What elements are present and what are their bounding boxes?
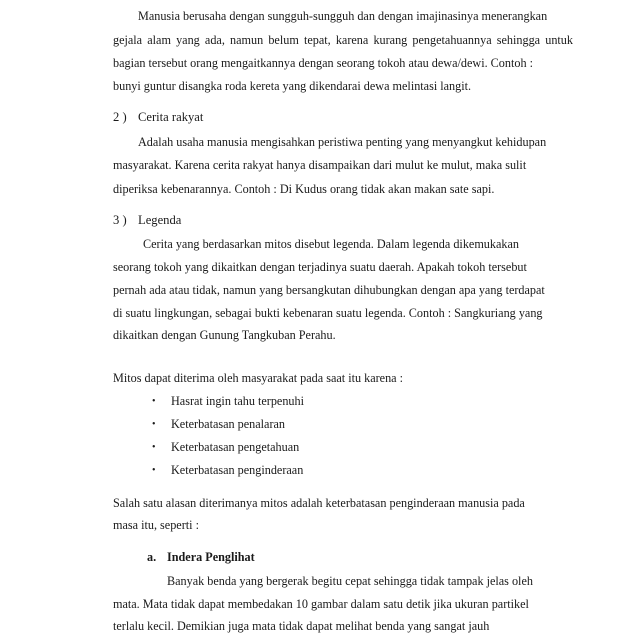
- mitos-item-3: Keterbatasan pengetahuan: [171, 440, 300, 454]
- section3-title: Legenda: [138, 213, 182, 227]
- mitos-item-4: Keterbatasan penginderaan: [171, 463, 304, 477]
- section2-title: Cerita rakyat: [138, 110, 204, 124]
- section3-number: 3 ): [113, 213, 127, 227]
- indera-line-3: terlalu kecil. Demikian juga mata tidak dapat melihat benda yang sangat jauh: [113, 619, 490, 633]
- indera-line-2: mata. Mata tidak dapat membedakan 10 gambar dalam satu detik jika ukuran partikel: [113, 597, 529, 611]
- salah-line-1: Salah satu alasan diterimanya mitos adalah keterbatasan penginderaan manusia pada: [113, 496, 525, 510]
- salah-line-2: masa itu, seperti :: [113, 518, 199, 532]
- bullet-icon: •: [152, 396, 156, 407]
- intro-line-2: gejala alam yang ada, namun belum tepat, karena kurang pengetahuannya sehingga untuk: [113, 33, 573, 47]
- mitos-item-2: Keterbatasan penalaran: [171, 417, 286, 431]
- intro-line-3: bagian tersebut orang mengaitkannya dengan seorang tokoh atau dewa/dewi. Contoh :: [113, 56, 534, 70]
- intro-line-1: Manusia berusaha dengan sungguh-sungguh dan dengan imajinasinya menerangkan: [138, 9, 548, 23]
- bullet-icon: •: [152, 465, 156, 476]
- section2-line-2: masyarakat. Karena cerita rakyat hanya disampaikan dari mulut ke mulut, maka sulit: [113, 158, 527, 172]
- section2-line-1: Adalah usaha manusia mengisahkan peristiwa penting yang menyangkut kehidupan: [138, 135, 547, 149]
- indera-label: a.: [147, 550, 157, 564]
- mitos-item-1: Hasrat ingin tahu terpenuhi: [171, 394, 305, 408]
- section2-number: 2 ): [113, 110, 127, 124]
- section3-line-5: dikaitkan dengan Gunung Tangkuban Perahu.: [113, 328, 336, 342]
- section2-line-3: diperiksa kebenarannya. Contoh : Di Kudus orang tidak akan makan sate sapi.: [113, 182, 495, 196]
- indera-title: Indera Penglihat: [167, 550, 255, 564]
- bullet-icon: •: [152, 442, 156, 453]
- section3-line-1: Cerita yang berdasarkan mitos disebut legenda. Dalam legenda dikemukakan: [143, 237, 519, 251]
- bullet-icon: •: [152, 419, 156, 430]
- indera-line-1: Banyak benda yang bergerak begitu cepat sehingga tidak tampak jelas oleh: [167, 574, 533, 588]
- section3-line-2: seorang tokoh yang dikaitkan dengan terjadinya suatu daerah. Apakah tokoh tersebut: [113, 260, 527, 274]
- section3-line-3: pernah ada atau tidak, namun yang bersangkutan dihubungkan dengan apa yang terdapat: [113, 283, 545, 297]
- intro-line-4: bunyi guntur disangka roda kereta yang dikendarai dewa melintasi langit.: [113, 79, 472, 93]
- mitos-intro: Mitos dapat diterima oleh masyarakat pada saat itu karena :: [113, 371, 404, 385]
- section3-line-4: di suatu lingkungan, sebagai bukti kebenaran suatu legenda. Contoh : Sangkuriang yang: [113, 306, 543, 320]
